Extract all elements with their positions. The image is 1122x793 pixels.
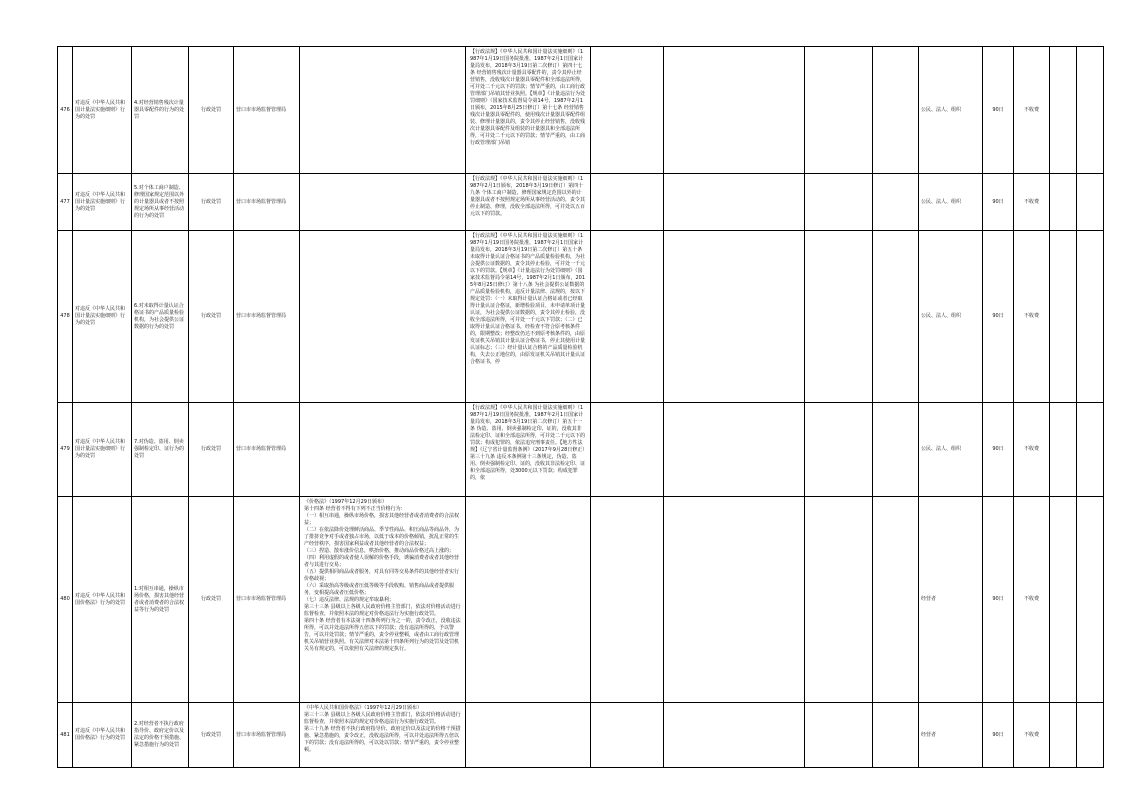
empty-cell bbox=[873, 403, 919, 497]
row-number: 480 bbox=[58, 497, 73, 703]
item-type: 行政处罚 bbox=[189, 703, 234, 768]
fee-status: 不收费 bbox=[1014, 174, 1050, 231]
empty-cell bbox=[805, 497, 873, 703]
legal-basis-b-text: 【行政法规】《中华人民共和国计量法实施细则》（1987年1月19日国务院批准，1987年2月1日国家计量局发布，2018年3月19日第二次修订）第四十七条 经营销售残次计量器具零配件的，责令其停止经营销售，没收残次计量器具零配件和全部违法所得，可并处二千元以下的罚款；情节严重的，由工商行政管理部门吊销其营业执照。【规章】《计量违法行为处罚细则》（国家技术监督局令第14号，1987年2月1日颁布，2015年8月25日修订）第十七条 经营销售残次计量器具零配件的，使用残次计量器具零配件组装、修理计量器具的，责令其停止经营销售，没收残次计量器具零配件及组装的计量器具和全部违法所得，可并处二千元以下的罚款；情节严重的，由工商行政管理部门吊销 bbox=[470, 49, 586, 146]
legal-basis-b bbox=[466, 403, 591, 497]
empty-cell bbox=[805, 47, 873, 174]
table-row bbox=[58, 703, 1104, 768]
empty-cell bbox=[873, 174, 919, 231]
time-limit: 90日 bbox=[983, 174, 1014, 231]
item-name: 对违反《中华人民共和国价格法》行为的处罚 bbox=[73, 703, 132, 768]
legal-basis-a-text bbox=[302, 232, 463, 401]
time-limit: 90日 bbox=[983, 703, 1014, 768]
empty-cell bbox=[873, 231, 919, 403]
empty-cell bbox=[805, 231, 873, 403]
empty-cell bbox=[1077, 47, 1104, 174]
empty-cell bbox=[1077, 703, 1104, 768]
item-name: 对违反《中华人民共和国计量法实施细则》行为的处罚 bbox=[73, 174, 132, 231]
empty-cell bbox=[805, 703, 873, 768]
empty-cell bbox=[664, 174, 805, 231]
empty-cell bbox=[591, 703, 664, 768]
empty-cell bbox=[664, 231, 805, 403]
empty-cell bbox=[1077, 403, 1104, 497]
empty-cell bbox=[1050, 174, 1077, 231]
item-type: 行政处罚 bbox=[189, 497, 234, 703]
legal-basis-a-text bbox=[302, 175, 463, 229]
empty-cell bbox=[873, 47, 919, 174]
legal-basis-b bbox=[466, 497, 591, 703]
empty-cell bbox=[591, 231, 664, 403]
department: 营口市市场监督管理局 bbox=[234, 231, 300, 403]
item-type: 行政处罚 bbox=[189, 403, 234, 497]
empty-cell bbox=[591, 174, 664, 231]
authority-list-table bbox=[57, 46, 1104, 768]
fee-status: 不收费 bbox=[1014, 47, 1050, 174]
item-name: 对违反《中华人民共和国价格法》行为的处罚 bbox=[73, 497, 132, 703]
time-limit: 90日 bbox=[983, 497, 1014, 703]
department: 营口市市场监督管理局 bbox=[234, 47, 300, 174]
empty-cell bbox=[1050, 403, 1077, 497]
legal-basis-b-text bbox=[468, 498, 588, 701]
legal-basis-a-text: 《中华人民共和国价格法》（1997年12月29日颁布） 第三十三条 县级以上各级人民政府价格主管部门，依法对价格活动进行监督检查，并依照本法的规定对价格违法行为实施行政处罚。 第三十九条 经营者不执行政府指导价、政府定价以及法定的价格干预措施、紧急措施的，责令改正，没收违法所得，可以并处违法所得五倍以下的罚款；没有违法所得的，可以处以罚款；情节严重的，责令停业整顿。 bbox=[304, 705, 461, 753]
legal-basis-b bbox=[466, 174, 591, 231]
empty-cell bbox=[1077, 231, 1104, 403]
table-row bbox=[58, 497, 1104, 703]
sub-item-name: 4.对经营销售残次计量器具零配件的行为的处罚 bbox=[132, 47, 189, 174]
empty-cell bbox=[664, 497, 805, 703]
row-number: 476 bbox=[58, 47, 73, 174]
legal-basis-b bbox=[466, 703, 591, 768]
sub-item-name: 7.对伪造、盗用、倒卖强制检定印、证行为的处罚 bbox=[132, 403, 189, 497]
department: 营口市市场监督管理局 bbox=[234, 497, 300, 703]
sub-item-name: 5.对个体工商户制造、修理国家规定范围以外的计量器具或者不按照规定场所从事经营活动的行为的处罚 bbox=[132, 174, 189, 231]
empty-cell bbox=[805, 403, 873, 497]
sub-item-name: 1.对相互串通，操纵市场价格，损害其他经营者或者消费者的合法权益等行为的处罚 bbox=[132, 497, 189, 703]
applicable-subject: 经营者 bbox=[919, 497, 983, 703]
sub-item-name: 6.对未取得计量认证合格证书的产品质量检验机构，为社会提供公证数据的行为的处罚 bbox=[132, 231, 189, 403]
time-limit: 90日 bbox=[983, 231, 1014, 403]
empty-cell bbox=[1050, 703, 1077, 768]
applicable-subject: 公民、法人、组织 bbox=[919, 47, 983, 174]
empty-cell bbox=[664, 403, 805, 497]
item-name: 对违反《中华人民共和国计量法实施细则》行为的处罚 bbox=[73, 47, 132, 174]
time-limit: 90日 bbox=[983, 403, 1014, 497]
fee-status: 不收费 bbox=[1014, 403, 1050, 497]
applicable-subject: 公民、法人、组织 bbox=[919, 231, 983, 403]
legal-basis-a bbox=[300, 231, 466, 403]
row-number: 477 bbox=[58, 174, 73, 231]
table-row bbox=[58, 231, 1104, 403]
table-row bbox=[58, 403, 1104, 497]
legal-basis-b bbox=[466, 47, 591, 174]
applicable-subject: 经营者 bbox=[919, 703, 983, 768]
item-type: 行政处罚 bbox=[189, 231, 234, 403]
legal-basis-b bbox=[466, 231, 591, 403]
department: 营口市市场监督管理局 bbox=[234, 174, 300, 231]
applicable-subject: 公民、法人、组织 bbox=[919, 174, 983, 231]
fee-status: 不收费 bbox=[1014, 497, 1050, 703]
legal-basis-b-text: 【行政法规】《中华人民共和国计量法实施细则》（1987年1月19日国务院批准，1987年2月1日国家计量局发布，2018年3月19日第二次修订）第五十一条 伪造、盗用、倒卖强制检定印、证的，没收其非法检定印、证和全部违法所得，可并处二千元以下的罚款；构成犯罪的，依法追究刑事责任。【地方性法规】《辽宁省计量监督条例》（2017年9月28日修正）第三十九条 违反本条例第十三条规定，伪造、盗用、倒卖强制检定印、证的，没收其非法检定印、证和全部违法所得，处3000元以下罚款；构成犯罪的，依 bbox=[470, 405, 586, 481]
legal-basis-b-text: 【行政法规】《中华人民共和国计量法实施细则》（1987年1月19日国务院批准，1987年2月1日国家计量局发布，2018年3月19日第二次修订）第五十条 未取得计量认证合格证书的产品质量检验机构，为社会提供公证数据的，责令其停止检验，可并处一千元以下的罚款。【规章】《计量违法行为处罚细则》（国家技术监督局令第14号，1987年2月1日颁布，2015年8月25日修订）第十八条 为社会提供公证数据的产品质量检验机构，违反计量法律、法规的，按以下规定处罚：（一）未取得计量认证合格证或者已经取得计量认证合格证，新增检验项目，未申请单项计量认证，为社会提供公证数据的，责令其停止检验，没收全部违法所得，可并处一千元以下罚款；（二）已取得计量认证合格证书，经检查不符合原考核条件的，限期整改；经整改仍达不到原考核条件的，由原发证机关吊销其计量认证合格证书，停止其使用计量认证标志；（三）经计量认证合格的产品质量检验机构，失去公正地位的，由原发证机关吊销其计量认证合格证书，停 bbox=[470, 233, 586, 365]
empty-cell bbox=[664, 703, 805, 768]
sub-item-name: 2.对经营者不执行政府指导价、政府定价以及法定的价格干预措施、紧急措施行为的处罚 bbox=[132, 703, 189, 768]
item-name: 对违反《中华人民共和国计量法实施细则》行为的处罚 bbox=[73, 403, 132, 497]
row-number: 481 bbox=[58, 703, 73, 768]
department: 营口市市场监督管理局 bbox=[234, 403, 300, 497]
empty-cell bbox=[1050, 497, 1077, 703]
row-number: 479 bbox=[58, 403, 73, 497]
department: 营口市市场监督管理局 bbox=[234, 703, 300, 768]
legal-basis-b-text: 【行政法规】《中华人民共和国计量法实施细则》（1987年2月1日颁布，2018年3月19日修订）第四十九条 个体工商户制造、修理国家规定范围以外的计量器具或者不按照规定场所从事经营活动的，责令其停止制造、修理，没收全部违法所得，可并处以五百元以下的罚款。 bbox=[470, 176, 586, 217]
empty-cell bbox=[1077, 174, 1104, 231]
fee-status: 不收费 bbox=[1014, 231, 1050, 403]
applicable-subject: 公民、法人、组织 bbox=[919, 403, 983, 497]
empty-cell bbox=[1050, 47, 1077, 174]
empty-cell bbox=[805, 174, 873, 231]
empty-cell bbox=[591, 497, 664, 703]
item-type: 行政处罚 bbox=[189, 47, 234, 174]
empty-cell bbox=[591, 47, 664, 174]
legal-basis-a bbox=[300, 174, 466, 231]
empty-cell bbox=[664, 47, 805, 174]
legal-basis-b-text bbox=[468, 704, 588, 766]
fee-status: 不收费 bbox=[1014, 703, 1050, 768]
legal-basis-a bbox=[300, 497, 466, 703]
empty-cell bbox=[873, 497, 919, 703]
row-number: 478 bbox=[58, 231, 73, 403]
legal-basis-a bbox=[300, 403, 466, 497]
legal-basis-a bbox=[300, 47, 466, 174]
empty-cell bbox=[1077, 497, 1104, 703]
legal-basis-a bbox=[300, 703, 466, 768]
legal-basis-a-text: 《价格法》（1997年12月29日颁布） 第十四条 经营者不得有下列不正当价格行为： （一）相互串通，操纵市场价格，损害其他经营者或者消费者的合法权益； （二）在依法降价处理鲜活商品、季节性商品、积压商品等商品外，为了排挤竞争对手或者独占市场，以低于成本的价格倾销，扰乱正常的生产经营秩序，损害国家利益或者其他经营者的合法权益； （三）捏造、散布涨价信息，哄抬价格，推动商品价格过高上涨的； （四）利用虚假的或者使人误解的价格手段，诱骗消费者或者其他经营者与其进行交易； （五）提供相同商品或者服务，对具有同等交易条件的其他经营者实行价格歧视； （六）采取抬高等级或者压低等级等手段收购、销售商品或者提供服务，变相提高或者压低价格； （七）违反法律、法规的规定牟取暴利； 第三十三条 县级以上各级人民政府价格主管部门，依法对价格活动进行监督检查，并依照本法的规定对价格违法行为实施行政处罚。 第四十条 经营者有本法第十四条所列行为之一的，责令改正，没收违法所得，可以并处违法所得五倍以下的罚款；没有违法所得的，予以警告，可以并处罚款；情节严重的，责令停业整顿，或者由工商行政管理机关吊销营业执照。有关法律对本法第十四条所列行为的处罚及处罚机关另有规定的，可以依照有关法律的规定执行。 bbox=[304, 499, 461, 652]
table-row bbox=[58, 174, 1104, 231]
item-type: 行政处罚 bbox=[189, 174, 234, 231]
empty-cell bbox=[1050, 231, 1077, 403]
legal-basis-a-text bbox=[302, 48, 463, 172]
empty-cell bbox=[873, 703, 919, 768]
time-limit: 90日 bbox=[983, 47, 1014, 174]
item-name: 对违反《中华人民共和国计量法实施细则》行为的处罚 bbox=[73, 231, 132, 403]
empty-cell bbox=[591, 403, 664, 497]
legal-basis-a-text bbox=[302, 404, 463, 495]
table-row bbox=[58, 47, 1104, 174]
